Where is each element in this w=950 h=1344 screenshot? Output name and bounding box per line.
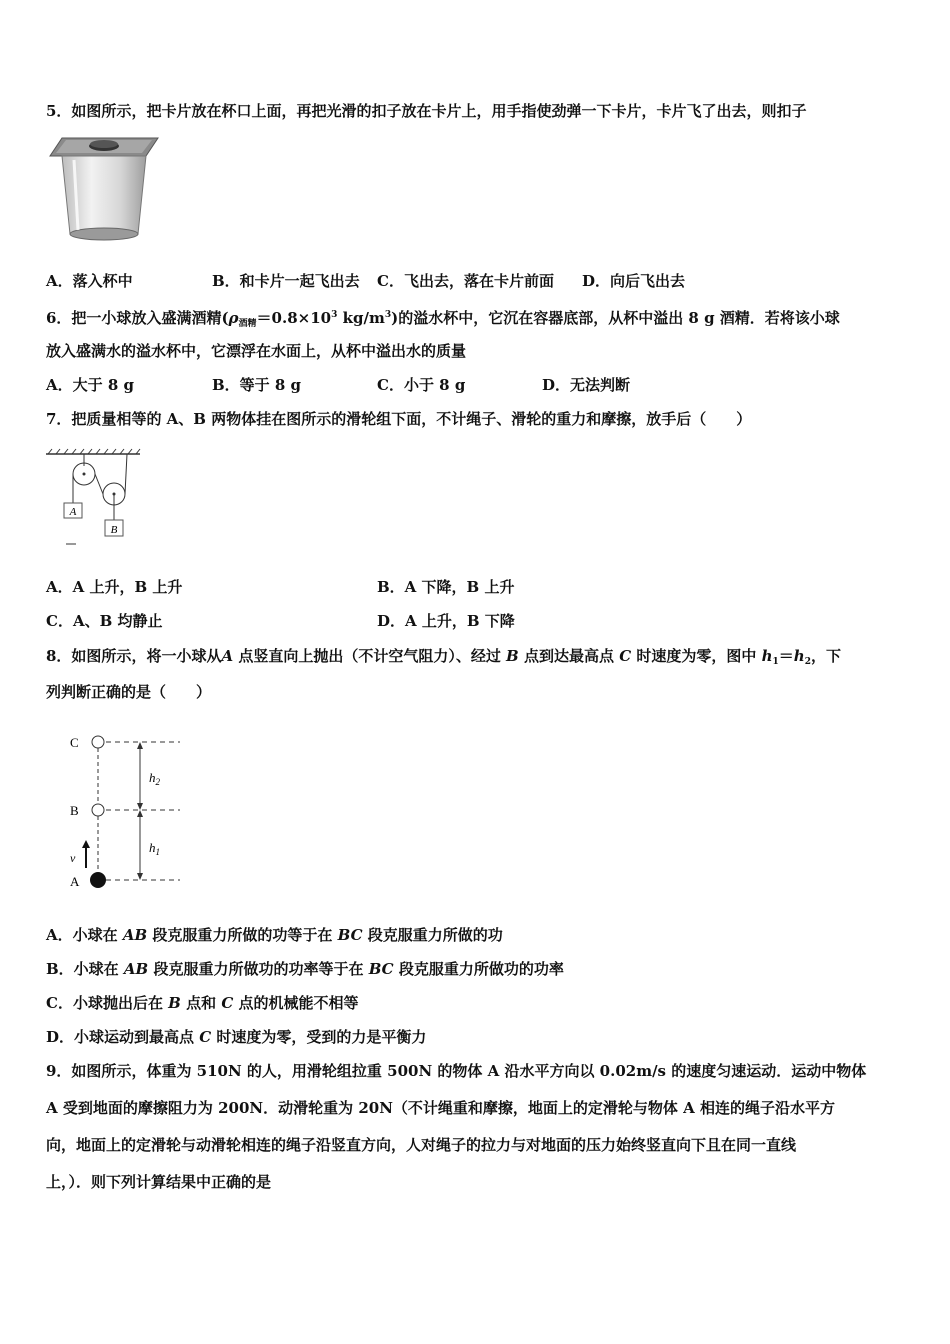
- q5-option-b: B．和卡片一起飞出去: [212, 272, 360, 290]
- point-b-ref: B: [506, 647, 519, 665]
- q8-opt-part: 段克服重力所做功的功率: [393, 960, 564, 978]
- q8-opt-part: A．小球在: [46, 926, 123, 944]
- h2-label: [149, 770, 161, 787]
- q8-option-c: [46, 992, 359, 1014]
- q8-option-a: [46, 924, 503, 946]
- cup-card-button-figure: [48, 136, 160, 244]
- q7-stem: 7．把质量相等的 A、B 两物体挂在图所示的滑轮组下面，不计绳子、滑轮的重力和摩擦，放手后（ ）: [46, 410, 752, 428]
- q6-option-a: A．大于 8 g: [46, 376, 135, 394]
- q8-opt-part: 段克服重力所做的功: [362, 926, 503, 944]
- q6-option-b: B．等于 8 g: [212, 376, 302, 394]
- block-a-label: A: [69, 506, 77, 518]
- q8-stem-line2: 列判断正确的是（ ）: [46, 683, 212, 701]
- q5-option-c: C．飞出去，落在卡片前面: [377, 272, 554, 290]
- q8-opt-var: C: [221, 994, 234, 1012]
- equals-sign: ＝: [778, 647, 794, 665]
- h2-label-sub: 2: [155, 777, 160, 787]
- q8-opt-part: B．小球在: [46, 960, 124, 978]
- pulley-system-figure: [44, 448, 144, 548]
- block-b-label: B: [110, 524, 118, 536]
- h1-label-sub: 1: [155, 847, 160, 857]
- q8-opt-part: 时速度为零，受到的力是平衡力: [211, 1028, 427, 1046]
- q6-option-d: D．无法判断: [542, 376, 631, 394]
- point-a-ref: A: [221, 647, 234, 665]
- rho-symbol: ρ: [228, 309, 239, 327]
- q8-option-d: [46, 1026, 426, 1048]
- projectile-heights-figure: [64, 728, 194, 896]
- h1-subscript: 1: [772, 657, 779, 667]
- q8-opt-var: AB: [122, 926, 148, 944]
- h2-subscript: 2: [804, 657, 811, 667]
- q8-opt-part: 段克服重力所做功的功率等于在: [148, 960, 369, 978]
- q8-stem-part: ，下: [810, 647, 841, 665]
- q8-opt-part: C．小球抛出后在: [46, 994, 169, 1012]
- q8-stem: [46, 645, 841, 673]
- q7-option-d: D．A 上升，B 下降: [377, 612, 515, 630]
- q8-stem-part: 时速度为零，图中: [631, 647, 762, 665]
- q8-opt-part: 点和: [180, 994, 222, 1012]
- q5-option-d: D．向后飞出去: [582, 272, 686, 290]
- h1-symbol: h: [761, 647, 773, 665]
- unit: kg/m: [337, 309, 385, 327]
- q7-option-c: C．A、B 均静止: [46, 612, 163, 630]
- q6-stem: [46, 304, 840, 335]
- q8-stem-part: 8．如图所示，将一小球从: [46, 647, 222, 665]
- h2-symbol: h: [793, 647, 805, 665]
- q6-stem-part: )的溢水杯中，它沉在容器底部，从杯中溢出 8 g 酒精．若将该小球: [391, 309, 840, 327]
- q9-stem-line3: 向，地面上的定滑轮与动滑轮相连的绳子沿竖直方向，人对绳子的拉力与对地面的压力始终竖直向下且在同一直线: [46, 1136, 797, 1154]
- h2-label-h: h: [149, 770, 156, 785]
- point-c-ref: C: [619, 647, 632, 665]
- q6-stem-line2: 放入盛满水的溢水杯中，它漂浮在水面上，从杯中溢出水的质量: [46, 342, 467, 360]
- q8-option-b: [46, 958, 564, 980]
- q8-opt-var: BC: [368, 960, 394, 978]
- q7-option-a: A．A 上升，B 上升: [46, 578, 183, 596]
- velocity-label: v: [70, 851, 76, 865]
- fig-label-a: A: [70, 874, 80, 889]
- q5-stem: 5．如图所示，把卡片放在杯口上面，再把光滑的扣子放在卡片上，用手指使劲弹一下卡片，卡片飞了出去，则扣子: [46, 102, 807, 120]
- exponent: 3: [331, 310, 338, 320]
- fig-label-c: C: [70, 735, 79, 750]
- q8-opt-part: 点的机械能不相等: [233, 994, 359, 1012]
- q9-stem-line4: 上，）．则下列计算结果中正确的是: [46, 1173, 272, 1191]
- q7-option-b: B．A 下降，B 上升: [377, 578, 515, 596]
- q8-opt-part: D．小球运动到最高点: [46, 1028, 200, 1046]
- q8-opt-var: BC: [337, 926, 363, 944]
- q6-stem-part: ＝0.8×10: [256, 309, 332, 327]
- h1-label-h: h: [149, 840, 156, 855]
- q8-stem-part: 点竖直向上抛出（不计空气阻力）、经过: [233, 647, 507, 665]
- q6-option-c: C．小于 8 g: [377, 376, 466, 394]
- q8-opt-var: AB: [123, 960, 149, 978]
- q8-opt-part: 段克服重力所做的功等于在: [147, 926, 338, 944]
- q8-opt-var: B: [168, 994, 181, 1012]
- q5-option-a: A．落入杯中: [46, 272, 133, 290]
- q6-stem-part: 6．把一小球放入盛满酒精(: [46, 309, 229, 327]
- fig-label-b: B: [70, 803, 79, 818]
- h1-label: [149, 840, 160, 857]
- rho-subscript: 酒精: [238, 319, 257, 329]
- q9-stem-line1: 9．如图所示，体重为 510N 的人，用滑轮组拉重 500N 的物体 A 沿水平方向以 0.02m/s 的速度匀速运动．运动中物体: [46, 1062, 867, 1080]
- q8-stem-part: 点到达最高点: [518, 647, 620, 665]
- q9-stem-line2: A 受到地面的摩擦阻力为 200N．动滑轮重为 20N（不计绳重和摩擦，地面上的定滑轮与物体 A 相连的绳子沿水平方: [46, 1099, 835, 1117]
- q8-opt-var: C: [199, 1028, 212, 1046]
- exponent: 3: [384, 310, 392, 320]
